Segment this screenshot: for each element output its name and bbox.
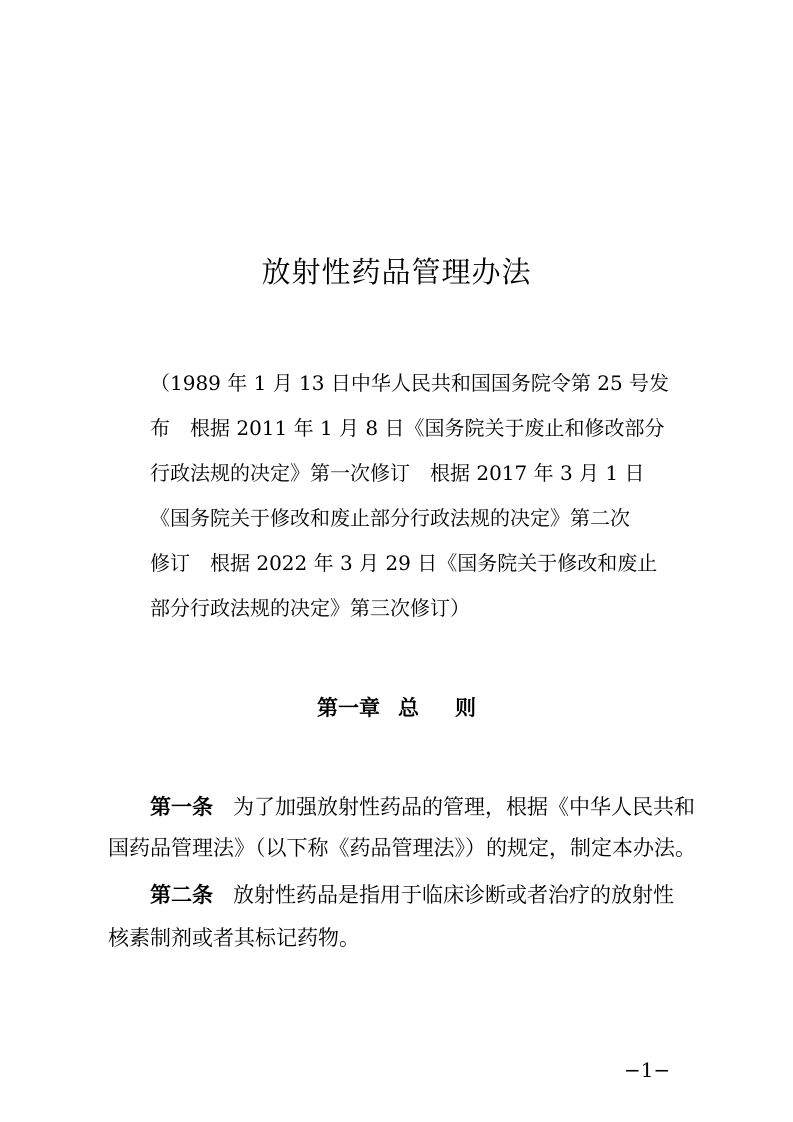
article-text: 国药品管理法》（以下称《药品管理法》）的规定，制定本办法。 <box>108 836 696 860</box>
article-text: 为了加强放射性药品的管理，根据《中华人民共和 <box>233 795 695 819</box>
article-heading: 第二条 <box>150 883 213 907</box>
chapter-name-part1: 总 <box>398 696 419 720</box>
document-title: 放射性药品管理办法 <box>261 255 532 289</box>
revision-note-line: 布 根据 2011 年 1 月 8 日《国务院关于废止和修改部分 <box>150 416 665 440</box>
article-heading: 第一条 <box>150 795 213 819</box>
article-text: 放射性药品是指用于临床诊断或者治疗的放射性 <box>233 883 674 907</box>
chapter-heading <box>0 692 793 724</box>
revision-note-line: 部分行政法规的决定》第三次修订） <box>150 596 470 620</box>
revision-note-line: 《国务院关于修改和废止部分行政法规的决定》第二次 <box>150 506 630 530</box>
revision-note-line: （1989 年 1 月 13 日中华人民共和国国务院令第 25 号发 <box>150 371 670 395</box>
page-number: −1− <box>624 1058 671 1082</box>
revision-note-line: 行政法规的决定》第一次修订 根据 2017 年 3 月 1 日 <box>150 461 645 485</box>
article-text: 核素制剂或者其标记药物。 <box>108 926 360 950</box>
revision-note-line: 修订 根据 2022 年 3 月 29 日《国务院关于修改和废止 <box>150 551 658 575</box>
chapter-name-part2: 则 <box>455 696 476 720</box>
chapter-number: 第一章 <box>317 696 380 720</box>
